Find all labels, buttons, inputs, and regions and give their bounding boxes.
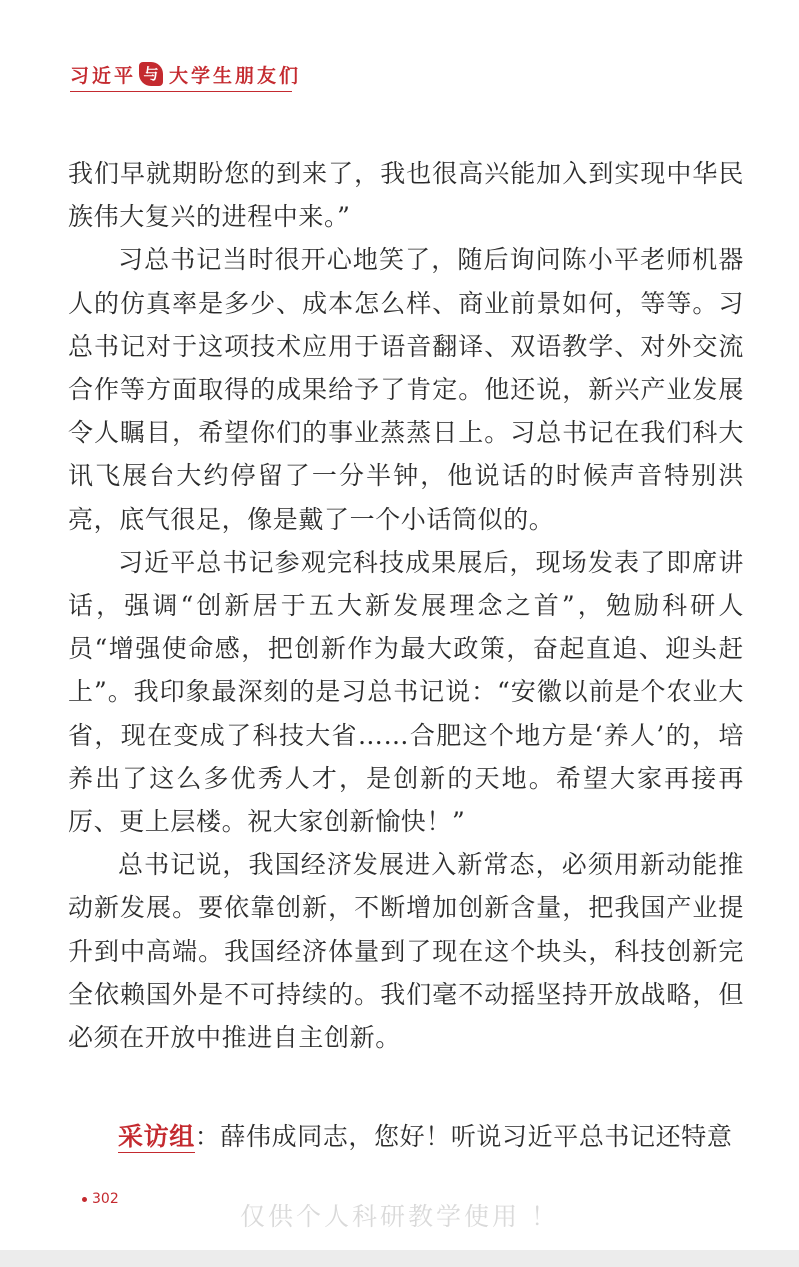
paragraph-3: 习近平总书记参观完科技成果展后，现场发表了即席讲话，强调“创新居于五大新发展理念之首”，勉励科研人员“增强使命感，把创新作为最大政策，奋起直追、迎头赶上”。我印象最深刻的是习总书记说：“安徽以前是个农业大省，现在变成了科技大省……合肥这个地方是‘养人’的，培养出了这么多优秀人才，是创新的天地。希望大家再接再厉、更上层楼。祝大家创新愉快！” — [68, 547, 744, 837]
page-number-dot-icon — [82, 1197, 87, 1202]
header-connector-badge: 与 — [139, 62, 163, 86]
interview-text: 薛伟成同志，您好！听说习近平总书记还特意 — [220, 1122, 733, 1151]
paragraph-4: 总书记说，我国经济发展进入新常态，必须用新动能推动新发展。要依靠创新，不断增加创新含量，把我国产业提升到中高端。我国经济体量到了现在这个块头，科技创新完全依赖国外是不可持续的。我们毫不动摇坚持开放战略，但必须在开放中推进自主创新。 — [68, 850, 744, 1053]
running-header — [70, 58, 301, 90]
header-left-text: 习近平 — [70, 64, 137, 87]
watermark: 仅供个人科研教学使用 ！ — [240, 1202, 559, 1231]
bottom-band — [0, 1250, 799, 1267]
paragraph-2: 习总书记当时很开心地笑了，随后询问陈小平老师机器人的仿真率是多少、成本怎么样、商业前景如何，等等。习总书记对于这项技术应用于语音翻译、双语教学、对外交流合作等方面取得的成果给予了肯定。他还说，新兴产业发展令人瞩目，希望你们的事业蒸蒸日上。习总书记在我们科大讯飞展台大约停留了一分半钟，他说话的时候声音特别洪亮，底气很足，像是戴了一个小话筒似的。 — [68, 245, 744, 534]
interview-question — [118, 1115, 758, 1158]
header-right-text: 大学生朋友们 — [169, 64, 302, 87]
page-number-text: 302 — [92, 1191, 119, 1207]
interview-speaker: 采访组 — [118, 1122, 195, 1151]
page-number — [82, 1191, 119, 1207]
body-text — [68, 152, 744, 1059]
paragraph-1: 我们早就期盼您的到来了，我也很高兴能加入到实现中华民族伟大复兴的进程中来。” — [68, 159, 744, 232]
header-rule — [70, 91, 292, 92]
interview-colon: ： — [194, 1122, 221, 1151]
